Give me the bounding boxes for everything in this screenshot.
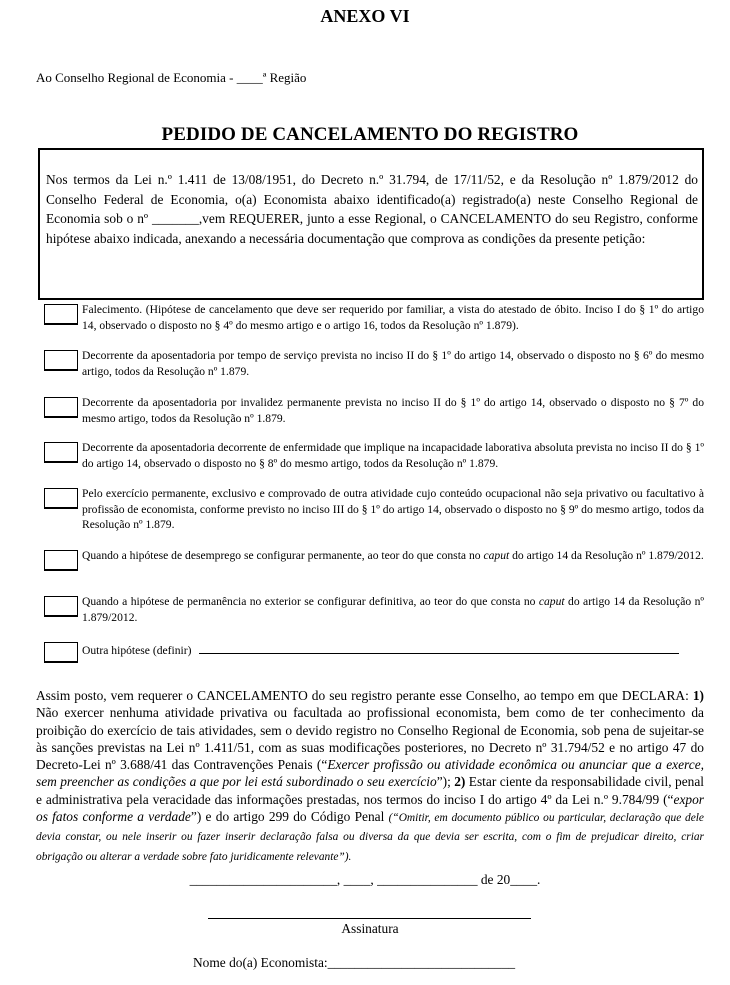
signature-label: Assinatura (341, 921, 399, 936)
checkbox-other-activity[interactable] (44, 488, 78, 509)
checkbox-death[interactable] (44, 304, 78, 325)
addressee-line: Ao Conselho Regional de Economia - ____ª Região (36, 70, 307, 85)
option-label: Decorrente da aposentadoria por tempo de serviço prevista no inciso II do § 1º do artigo 14, observado o disposto no § 6º do mesmo artigo, todos da Resolução nº 1.879. (82, 349, 704, 378)
option-label: Outra hipótese (definir) (82, 643, 704, 659)
option-label: Decorrente da aposentadoria decorrente de enfermidade que implique na incapacidade laborativa absoluta prevista no inciso II do § 1º do artigo 14, observado o disposto no § 8º do mesmo artigo, todos da Resolução nº 1.879. (82, 441, 704, 470)
checkbox-other[interactable] (44, 642, 78, 663)
signature-line[interactable] (208, 918, 531, 919)
page-title: PEDIDO DE CANCELAMENTO DO REGISTRO (161, 124, 579, 145)
option-label: Quando a hipótese de permanência no exterior se configurar definitiva, ao teor do que consta no caput do artigo 14 da Resolução nº 1.879/2012. (82, 595, 705, 624)
other-definition-field[interactable] (199, 643, 679, 654)
checkbox-illness-retirement[interactable] (44, 442, 78, 463)
option-label: Decorrente da aposentadoria por invalidez permanente prevista no inciso II do § 1º do artigo 14, observado o disposto no § 7º do mesmo artigo, todos da Resolução nº 1.879. (82, 396, 704, 425)
economist-name-line[interactable]: Nome do(a) Economista:____________________________ (193, 955, 516, 970)
declaration-text: Assim posto, vem requerer o CANCELAMENTO do seu registro perante esse Conselho, ao tempo em que DECLARA: 1) Não exercer nenhuma atividade privativa ou facultada ao profissional economista, bem como de ter conhecimento da proibição do exercício de tais atividades, sem o devido registro no Conselho Regional de Economia, sob pena de sujeitar-se às sanções previstas na Lei nº 1.411/51, com as suas modificações posteriores, no Decreto nº 31.794/52 e no artigo 47 do Decreto-Lei nº 3.688/41 das Contravenções Penais (“Exercer profissão ou atividade econômica ou anunciar que a exerce, sem preencher as condições a que por lei está subordinado o seu exercício”); 2) Estar ciente da responsabilidade civil, penal e administrativa pela veracidade das informações prestadas, nos termos do inciso I do artigo 4º da Lei n.º 9.784/99 (“expor os fatos conforme a verdade”) e do artigo 299 do Código Penal (“Omitir, em documento público ou particular, declaração que dele devia constar, ou nele inserir ou fazer inserir declaração falsa ou diversa da que devia ser escrita, com o fim de prejudicar direito, criar obrigação ou alterar a verdade sobre fato juridicamente relevante”). (36, 688, 705, 863)
option-label: Falecimento. (Hipótese de cancelamento que deve ser requerido por familiar, a vista do atestado de óbito. Inciso I do § 1º do artigo 14, observado o disposto no § 4º do mesmo artigo e o artigo 16, todos da Resolução nº 1.879). (82, 303, 704, 332)
checkbox-unemployment[interactable] (44, 550, 78, 571)
intro-box (38, 148, 704, 300)
checkbox-abroad[interactable] (44, 596, 78, 617)
checkbox-service-retirement[interactable] (44, 350, 78, 371)
option-label: Pelo exercício permanente, exclusivo e comprovado de outra atividade cujo conteúdo ocupacional não seja privativo ou facultativo à profissão de economista, conforme previsto no inciso III do § 1º do artigo 14, observado o disposto no § 9º do mesmo artigo, todos da Resolução nº 1.879. (82, 487, 704, 531)
intro-text: Nos termos da Lei n.º 1.411 de 13/08/1951, do Decreto n.º 31.794, de 17/11/52, e da Resolução nº 1.879/2012 do Conselho Federal de Economia, o(a) Economista abaixo identificado(a) registrado(a) neste Conselho Regional de Economia sob o nº _______,vem REQUERER, junto a esse Regional, o CANCELAMENTO do seu Registro, conforme hipótese abaixo indicada, anexando a necessária documentação que comprova as condições da presente petição: (46, 172, 698, 246)
annex-title: ANEXO VI (320, 6, 410, 26)
option-label: Quando a hipótese de desemprego se configurar permanente, ao teor do que consta no caput do artigo 14 da Resolução nº 1.879/2012. (82, 549, 704, 562)
date-place-line[interactable]: ______________________, ____, _______________ de 20____. (189, 872, 541, 887)
checkbox-disability-retirement[interactable] (44, 397, 78, 418)
